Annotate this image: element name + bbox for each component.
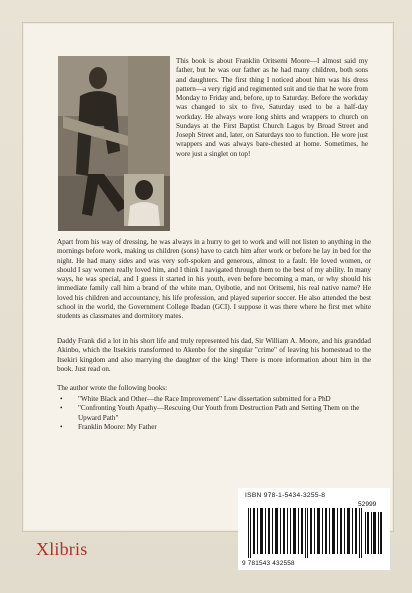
apart-paragraph: Apart from his way of dressing, he was always in a hurry to get to work and will not listen to anything in the mornings before work, making us children (sons) have to catch him after work or before he lay in bed for the night. He had many sides and was very soft-spoken and generous, almost to a fault. He loved women, or should I say women really loved him, and I think I navigated through them to the best of my ability. In many ways, he was special, and I guess it started in his youth, even before becoming a man, or why should his immediate family call him a brand of the white man, Oyibotie, and not Oritsemi, his real native name? He loved his children and accountancy, his life profession, and played superior soccer. He also attended the best school in the world, the Government College Ibadan (GCI). I suppose it was there where he first met white students as classmates and dormitory mates. <box>57 238 371 320</box>
price-code: 52999 <box>358 501 377 508</box>
barcode <box>238 488 390 570</box>
publisher-logo: Xlibris <box>36 539 88 559</box>
list-item: • Franklin Moore: My Father <box>57 423 371 432</box>
list-item: • "Confronting Youth Apathy—Rescuing Our Youth from Destruction Path and Setting Them on the Upward Path" <box>57 404 371 423</box>
barcode-bars <box>244 508 384 558</box>
barcode-digits: 9 781543 432558 <box>242 560 295 567</box>
list-item: • "White Black and Other—the Race Improvement" Law dissertation submitted for a PhD <box>57 395 371 404</box>
books-list <box>57 395 371 432</box>
intro-paragraph: This book is about Franklin Oritsemi Moore—I almost said my father, but he was our father as he had many children, both sons and daughters. The first thing I noticed about him was his dress pattern—a very rigid and regimented suit and tie that he wore from Monday to Friday and, before, up to Saturday. Before the workday was changed to six to five, Saturday used to be a half-day workday. He always wore long shirts and wrappers to church on Sundays at the First Baptist Church Lagos by Broad Street and Joseph Street and, later, on Saturdays too to function. He wore just wrappers and was always bare-chested at home. Sometimes, he wore just a singlet on top! <box>176 57 368 158</box>
author-books-heading: The author wrote the following books: <box>57 384 168 392</box>
isbn-text: ISBN 978-1-5434-3255-8 <box>245 492 326 499</box>
daddy-frank-paragraph: Daddy Frank did a lot in his short life and truly represented his dad, Sir William A. Moore, and his granddad Akinbo, which the Itsekiris transformed to Akenbo for the singular "crime" of leaving his homestead to the Itsekiri kingdom and also marrying the daughter of the king! There is more information about him in the book. Just read on. <box>57 337 371 373</box>
author-father-photo <box>58 56 170 231</box>
